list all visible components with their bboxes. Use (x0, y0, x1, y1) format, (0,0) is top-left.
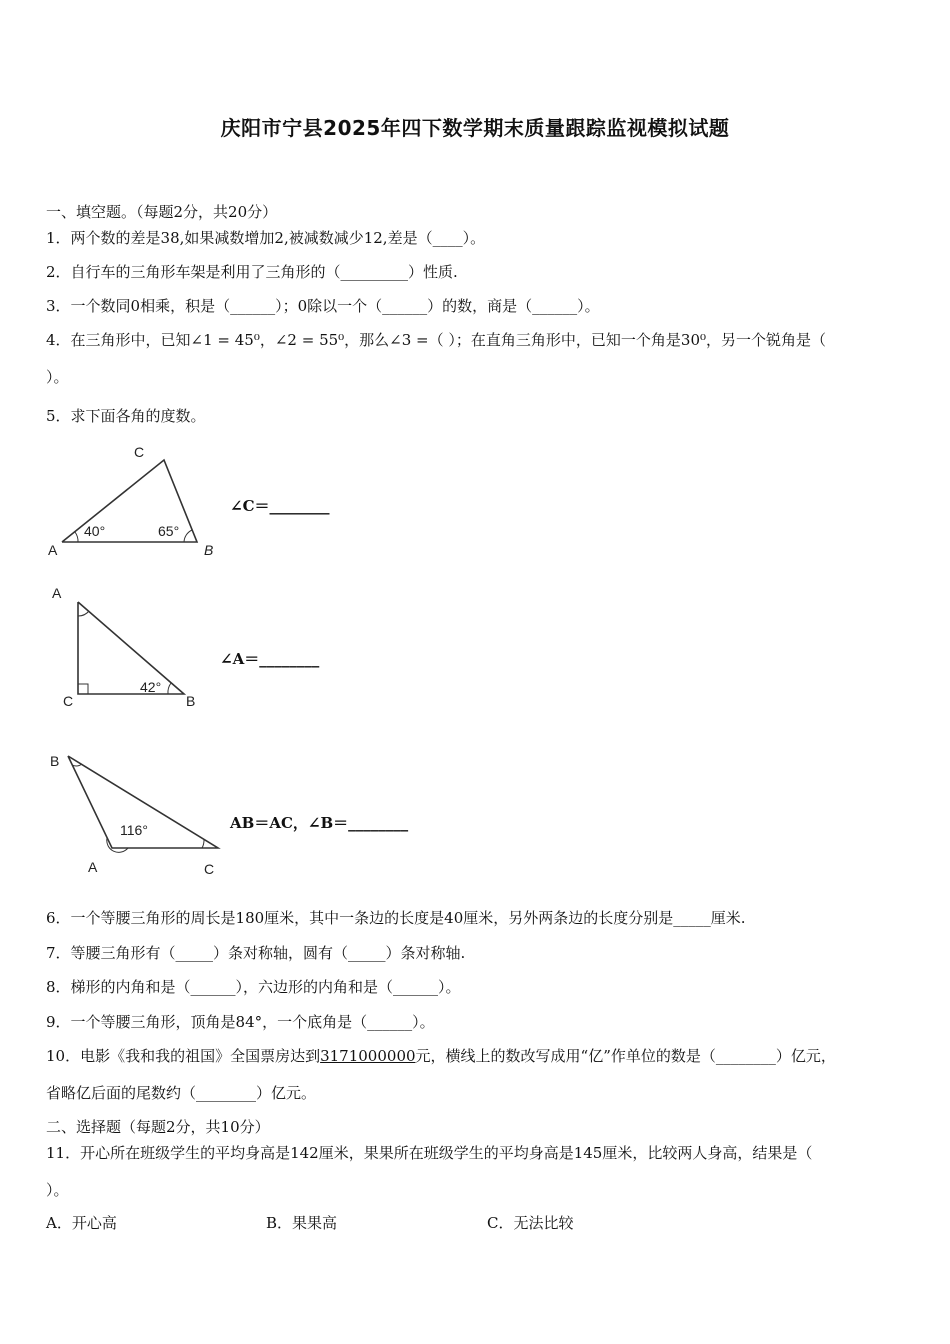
option-b[interactable]: B．果果高 (266, 1214, 338, 1232)
angle-b-value: 42° (140, 679, 162, 695)
right-angle-marker (78, 684, 88, 694)
angle-a-value: 116° (120, 822, 148, 838)
vertex-c-label: C (134, 444, 145, 460)
question-8: 8．梯形的内角和是（______），六边形的内角和是（______）。 (46, 978, 461, 996)
question-10-prefix: 10．电影《我和我的祖国》全国票房达到 (46, 1047, 321, 1065)
angle-a-arc (78, 611, 89, 616)
question-1: 1．两个数的差是38,如果减数增加2,被减数减少12,差是（____）。 (46, 229, 486, 247)
question-11-line-2: ）。 (46, 1181, 69, 1199)
vertex-a-label: A (88, 859, 98, 875)
angle-b-arc (184, 530, 192, 542)
angle-a-value: 40° (84, 523, 106, 539)
vertex-b-label: B (186, 693, 196, 709)
vertex-c-label: C (63, 693, 74, 709)
triangle-figure-3 (44, 748, 234, 880)
section-fill-heading: 一、填空题。（每题2分，共20分） (46, 203, 278, 221)
figure-1-answer: ∠C＝________ (230, 497, 330, 515)
vertex-b-label: B (50, 753, 60, 769)
question-11-line-1: 11．开心所在班级学生的平均身高是142厘米，果果所在班级学生的平均身高是145厘米，比较两人身高，结果是（ (46, 1144, 813, 1162)
vertex-a-label: A (48, 542, 58, 558)
section-choice-heading: 二、选择题（每题2分，共10分） (46, 1118, 270, 1136)
question-9: 9．一个等腰三角形，顶角是84°，一个底角是（______）。 (46, 1013, 435, 1031)
option-c[interactable]: C．无法比较 (487, 1214, 574, 1232)
triangle-figure-2 (44, 580, 214, 712)
triangle-2-shape (78, 602, 184, 694)
question-10-number: 3171000000 (320, 1047, 416, 1065)
vertex-a-label: A (52, 585, 62, 601)
angle-c-arc (202, 840, 204, 848)
question-5: 5．求下面各角的度数。 (46, 407, 206, 425)
figure-2-answer: ∠A＝________ (220, 650, 320, 668)
question-2: 2．自行车的三角形车架是利用了三角形的（_________）性质. (46, 263, 458, 281)
vertex-c-label: C (204, 861, 215, 877)
angle-a-arc (75, 532, 78, 542)
vertex-b-label: B (204, 542, 214, 558)
question-3: 3．一个数同0相乘，积是（______）；0除以一个（______）的数，商是（______）。 (46, 297, 600, 315)
figure-3-answer: AB＝AC，∠B＝________ (230, 814, 409, 832)
question-4-line-2: ）。 (46, 368, 69, 386)
question-4-line-1: 4．在三角形中，已知∠1 = 45⁰，∠2 = 55⁰，那么∠3 =（ ）；在直角三角形中，已知一个角是30⁰，另一个锐角是（ (46, 331, 826, 349)
option-a[interactable]: A．开心高 (46, 1214, 117, 1232)
question-7: 7．等腰三角形有（_____）条对称轴，圆有（_____）条对称轴. (46, 944, 466, 962)
question-6: 6．一个等腰三角形的周长是180厘米，其中一条边的长度是40厘米，另外两条边的长度分别是_____厘米. (46, 909, 746, 927)
angle-b-arc (168, 683, 171, 694)
question-10-suffix: 元，横线上的数改写成用“亿”作单位的数是（________）亿元， (415, 1047, 836, 1065)
question-10-line-1 (46, 1046, 836, 1066)
question-10-line-2: 省略亿后面的尾数约（________）亿元。 (46, 1084, 317, 1102)
page-title: 庆阳市宁县2025年四下数学期末质量跟踪监视模拟试题 (220, 116, 730, 140)
triangle-figure-1 (44, 438, 234, 563)
angle-b-value: 65° (158, 523, 180, 539)
